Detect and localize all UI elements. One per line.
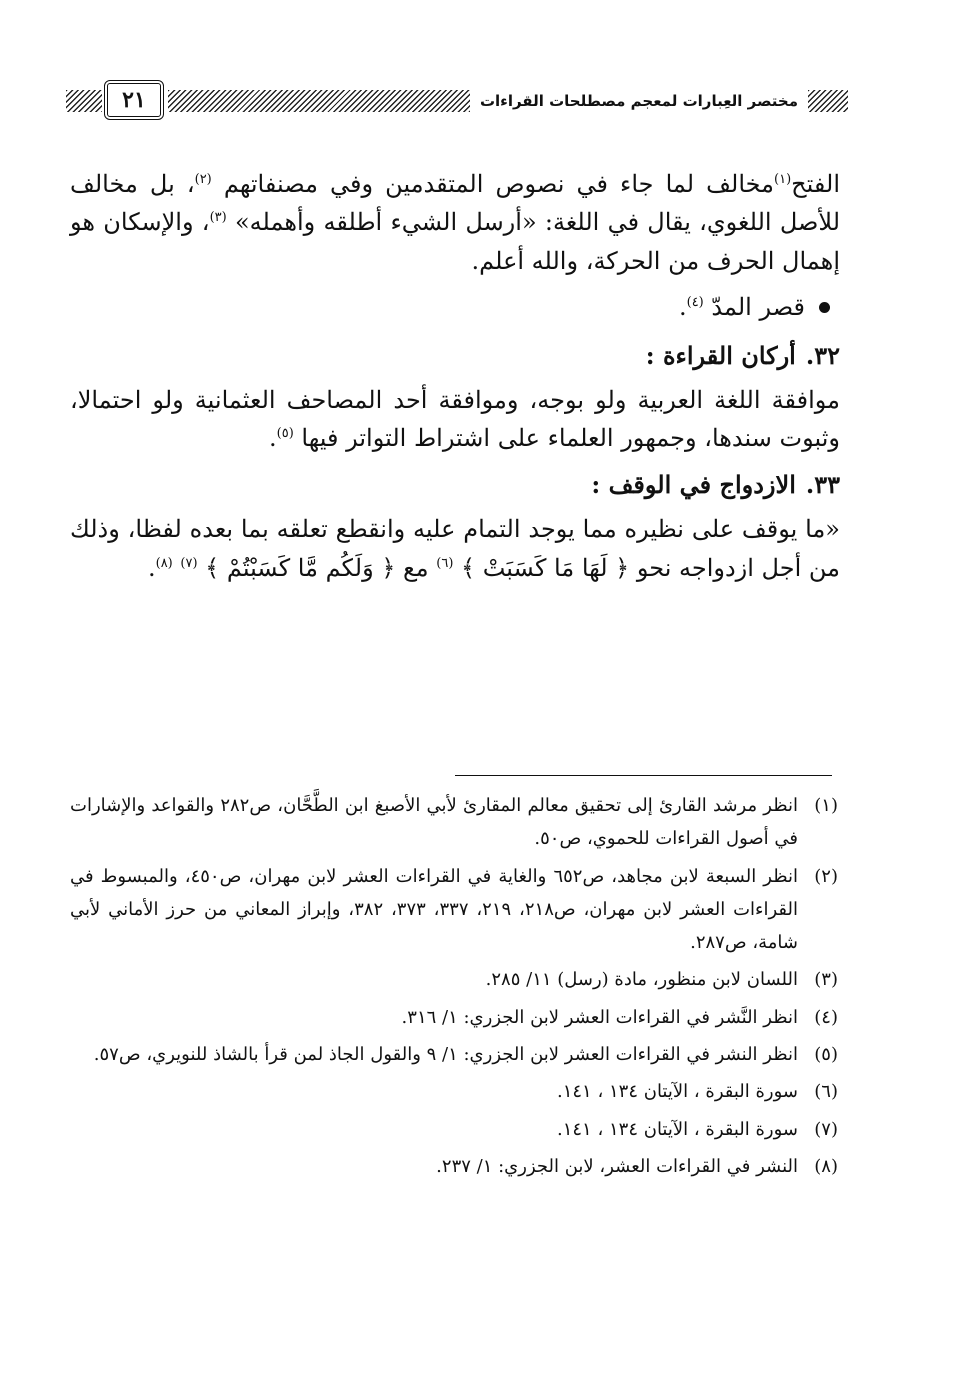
para-text: موافقة اللغة العربية ولو بوجه، وموافقة أحد المصاحف العثمانية ولو احتمالا، وثبوت سندها، وجمهور العلماء على اشتراط التواتر فيها [70, 385, 840, 453]
footnote-ref: (٢) [194, 172, 212, 187]
main-text [70, 165, 840, 595]
para-text: ، والإسكان هو إهمال الحرف من الحركة، والله أعلم. [70, 208, 840, 275]
paragraph-intro [70, 165, 840, 280]
footnote-item [70, 1113, 838, 1146]
footnote-ref: (٤) [686, 295, 704, 311]
footnote-ref: (٦) [436, 555, 454, 571]
footnote-number: (٨) [814, 1155, 838, 1177]
footnotes [70, 787, 838, 1187]
section-33-text [70, 510, 840, 587]
footnote-text: سورة البقرة ، الآيتان ١٣٤ ، ١٤١. [556, 1081, 798, 1103]
footnote-number: (٤) [814, 1006, 838, 1028]
footnote-item [70, 789, 838, 856]
footnote-number: (٦) [814, 1081, 838, 1103]
para-tail: . [147, 553, 156, 582]
footnote-divider [455, 775, 832, 776]
footnote-item [70, 1001, 838, 1034]
footnote-ref: (١) [774, 172, 792, 187]
page-header [66, 80, 848, 124]
footnote-text: انظر النَّشر في القراءات العشر لابن الجزري: ١/ ٣١٦. [401, 1006, 798, 1028]
footnote-number: (٧) [814, 1118, 838, 1140]
footnote-ref: (٧) [180, 555, 198, 571]
footnote-ref: (٣) [209, 210, 227, 226]
footnote-text: اللسان لابن منظور، مادة (رسل) ١١/ ٢٨٥. [485, 969, 798, 991]
footnote-ref: (٥) [276, 426, 294, 442]
bullet-tail: . [678, 293, 687, 322]
footnote-text: النشر في القراءات العشر، لابن الجزري: ١/ ٢٣٧. [436, 1155, 798, 1177]
section-number: ٣٣. [805, 469, 840, 499]
para-text: مخالف لما جاء في نصوص المتقدمين وفي مصنفاتهم [211, 170, 774, 198]
footnote-text: انظر مرشد القارئ إلى تحقيق معالم المقارئ لأبي الأصبغ ابن الطَّحَّان، ص٢٨٢ والقواعد والإشارات في أصول القراءات للحموي، ص٥٠. [70, 795, 798, 850]
bullet-dot-icon [819, 302, 830, 313]
footnote-item [70, 963, 838, 996]
page-number: ٢١ [122, 87, 146, 113]
para-text: ، بل مخالف للأصل اللغوي، يقال في اللغة: «أرسل الشيء أطلقه وأهمله» [70, 170, 841, 237]
footnote-ref: (٨) [155, 555, 173, 571]
section-title: الازدواج في الوقف : [591, 469, 796, 499]
footnote-item [70, 860, 838, 960]
para-text: مع ﴿ وَلَكُم مَّا كَسَبْتُمْ ﴾ [197, 553, 437, 582]
page-number-box [104, 80, 164, 120]
running-title: مختصر العِبارات لمعجم مصطلحات القراءات [479, 92, 798, 110]
section-heading-32 [70, 337, 840, 375]
footnote-text: انظر النشر في القراءات العشر لابن الجزري: ١/ ٩ والقول الجاذ لمن قرأ بالشاذ للنويري، ص٥٧. [93, 1044, 798, 1066]
footnote-text: انظر السبعة لابن مجاهد، ص٦٥٢ والغاية في القراءات العشر لابن مهران، ص٤٥٠، والمبسوط في القراءات العشر لابن مهران، ص٢١٨، ٢١٩، ٣٣٧، ٣٧٣، ٣٨٢، وإبراز المعاني من حرز الأماني لأبي شامة، ص٢٨٧. [70, 865, 799, 954]
section-number: ٣٢. [805, 340, 840, 370]
section-heading-33 [70, 466, 840, 504]
footnote-number: (٥) [814, 1044, 838, 1066]
bullet-text [679, 288, 805, 326]
footnote-number: (٣) [814, 969, 838, 991]
header-ornament-middle [168, 90, 470, 112]
header-ornament-right [808, 90, 848, 112]
section-title: أركان القراءة : [645, 340, 796, 370]
footnote-item [70, 1150, 838, 1183]
bullet-label: قصر المدّ [703, 293, 805, 322]
footnote-number: (١) [814, 795, 838, 816]
para-text: «ما يوقف على نظيره مما يوجد التمام عليه وانقطع تعلقه بما بعده لفظا، وذلك من أجل ازدواجه نحو ﴿ لَهَا مَا كَسَبَتْ ﴾ [70, 515, 840, 582]
para-tail: . [268, 424, 277, 453]
footnote-number: (٢) [814, 865, 838, 887]
header-ornament-left [66, 90, 102, 112]
section-32-text [70, 381, 840, 458]
footnote-item [70, 1038, 838, 1071]
para-text: الفتح [791, 170, 840, 198]
footnote-text: سورة البقرة ، الآيتان ١٣٤ ، ١٤١. [556, 1118, 798, 1140]
footnote-item [70, 1075, 838, 1108]
bullet-item [70, 288, 840, 326]
